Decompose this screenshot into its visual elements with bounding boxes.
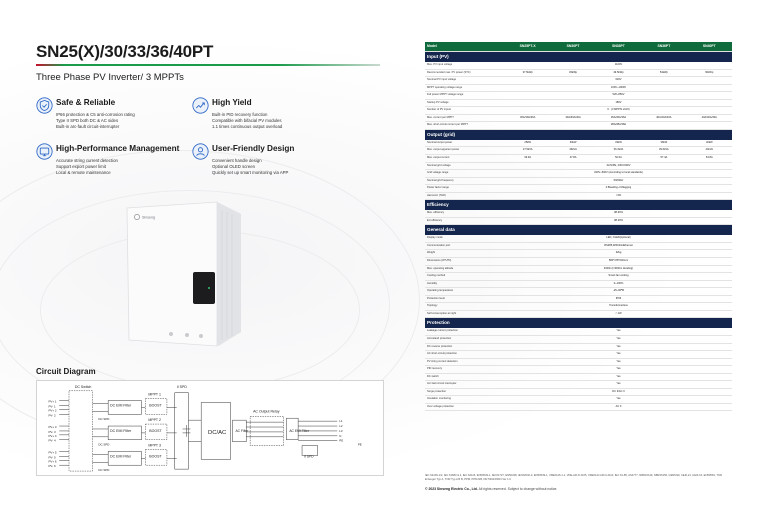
spec-row-value: 52.6A: [596, 155, 641, 163]
spec-row: [425, 122, 732, 130]
spec-row-value: 25kW: [505, 140, 550, 147]
spec-row-value: -25~60℃: [505, 288, 732, 296]
spec-row-value: 36.3kVA: [596, 147, 641, 155]
spec-row: [425, 280, 732, 288]
spec-row-value: 45kWp: [550, 69, 595, 77]
spec-row: [425, 265, 732, 273]
device-brand: Sinseng: [142, 215, 155, 220]
dc-switch-box: [69, 391, 93, 471]
spec-row: [425, 388, 732, 396]
spec-row-value: 160V~1000V: [505, 84, 732, 92]
spec-row-value: 520~850V: [505, 92, 732, 100]
spec-row: [425, 192, 732, 200]
spec-row-value: 30A/30A/30A: [550, 114, 595, 122]
spec-section-header: [425, 225, 732, 236]
spec-section-header: [425, 318, 732, 329]
spec-row: [425, 69, 732, 77]
spec-row-value: Yes: [505, 381, 732, 389]
spec-row: [425, 210, 732, 217]
spec-row-value: 27.5kVA: [505, 147, 550, 155]
spec-row-label: PID recovery: [425, 366, 505, 374]
feature-line: Support export power limit: [56, 164, 106, 169]
boost-label: BOOST: [149, 454, 162, 459]
spec-row-value: 3L/N/PE, 230V/400V: [505, 162, 732, 170]
spec-row: [425, 381, 732, 389]
spec-section-title: Input (PV): [425, 52, 732, 63]
spec-row-value: 37.5kWp: [505, 69, 550, 77]
model-label: Model: [425, 42, 505, 52]
spec-row-value: 0~100%: [505, 280, 732, 288]
spec-row: [425, 114, 732, 122]
spec-row-label: PV string current detection: [425, 358, 505, 366]
dc-spd-label: DC SPD: [98, 442, 110, 447]
spec-row-value: 40A/40A/40A: [687, 114, 732, 122]
spec-row-value: Yes: [505, 358, 732, 366]
spec-row-label: Grid voltage range: [425, 170, 505, 178]
feature-line: Optional OLED screen: [212, 164, 255, 169]
spec-row-label: Weight: [425, 250, 505, 258]
model-column-header: SN25PT-X: [505, 42, 550, 52]
spec-row-value: DC II/AC II: [505, 388, 732, 396]
spec-row-value: Yes: [505, 343, 732, 351]
spec-row-label: Cooling method: [425, 273, 505, 281]
spec-row-value: 49.5kWp: [596, 69, 641, 77]
spec-row-label: Leakage current protection: [425, 328, 505, 335]
feature-safe-reliable: [36, 97, 206, 137]
feature-user-friendly: [192, 143, 362, 183]
connector: [199, 334, 203, 338]
spec-row: [425, 396, 732, 404]
spec-row-value: Yes: [505, 351, 732, 359]
spec-row-value: Transformerless: [505, 303, 732, 311]
dc-emi-label: DC EMI Filter: [110, 454, 132, 459]
feature-line: Local & remote maintenance: [56, 170, 111, 175]
spec-row-value: 36kW: [641, 140, 686, 147]
spec-row-value: 30A/30A/30A: [505, 114, 550, 122]
spec-row: [425, 343, 732, 351]
spec-row-value: 40A/40A/40A: [641, 114, 686, 122]
spec-row: [425, 77, 732, 85]
ac-line-label: N: [339, 433, 342, 438]
high-yield-icon: [192, 97, 209, 114]
dc-emi-label: DC EMI Filter: [110, 428, 132, 433]
ac-line-label: L2: [339, 424, 343, 429]
spec-row-value: 38A/38A/38A: [505, 122, 732, 130]
spec-row: [425, 162, 732, 170]
pin-label: PV- 6: [48, 464, 56, 469]
pe-label: PE: [357, 442, 362, 447]
spec-row: [425, 288, 732, 296]
spec-row: [425, 295, 732, 303]
pin-label: PV+ 5: [48, 450, 57, 455]
certification-note: IEC 62109-1/2, IEC 61683 & 4, IEC 62116, EN50549-1, IEC61727, EN50438, IEC62040-3, EN50549-1, VDE0126-1-1, VDE-AR-N 4105, VDE0124 AR-N-4110, IEC 61-85, AS4777, NBR16149, NBR16150, G98/G99, CEI0-21, CEI0-16, EN50549, TOR Erzeuger Typ A, TOR Typ A B B, PPM, PPM-NB, DR 5302/03/04 Ver 1.0: [425, 474, 722, 481]
spec-row-value: Smart fan cooling: [505, 273, 732, 281]
spec-row: [425, 107, 732, 115]
spec-row-value: Yes: [505, 366, 732, 374]
ac-emi-label: AC EMI Filter: [289, 428, 310, 433]
spec-row: [425, 258, 732, 266]
model-column-header: SN33PT: [596, 42, 641, 52]
boost-label: BOOST: [149, 403, 162, 408]
feature-title: High-Performance Management: [56, 144, 180, 153]
spec-row-label: Arc fault circuit interrupter: [425, 381, 505, 389]
spec-row: [425, 242, 732, 250]
spec-row-label: DC reverse protection: [425, 343, 505, 351]
model-column-header: SN30PT: [550, 42, 595, 52]
pin-label: PV+ 3: [48, 425, 57, 429]
feature-management: [36, 143, 206, 183]
user-friendly-icon: [192, 143, 209, 160]
spec-row: [425, 373, 732, 381]
spec-row-label: Insulation monitoring: [425, 396, 505, 404]
spec-row-value: Yes: [505, 396, 732, 404]
spec-row: [425, 273, 732, 281]
copyright: [425, 487, 557, 491]
spec-row-label: Nominal grid voltage: [425, 162, 505, 170]
spec-row: [425, 92, 732, 100]
spec-row-label: Nominal output power: [425, 140, 505, 147]
inverter-product-image: [121, 200, 246, 350]
pin-label: PV+ 4: [48, 433, 57, 438]
spec-row: [425, 250, 732, 258]
spec-row-value: 63.8A: [687, 155, 732, 163]
mppt3-label: MPPT 3: [148, 443, 161, 448]
feature-line: Type II SPD both DC & AC sides: [56, 118, 119, 123]
connector: [169, 332, 173, 336]
feature-line: 1.1 times continuous output overload: [212, 124, 283, 129]
ii-spd-label: II SPD: [304, 454, 314, 459]
spec-row: [425, 62, 732, 69]
spec-row-label: AC short-circuit protection: [425, 351, 505, 359]
spec-row: [425, 84, 732, 92]
spec-row-value: 30kW: [550, 140, 595, 147]
spec-row-value: LED, OLED(optional): [505, 235, 732, 242]
product-title: SN25(X)/30/33/36/40PT: [36, 42, 214, 61]
spec-row-value: 0.8leading~0.8lagging: [505, 185, 732, 193]
spec-row: [425, 140, 732, 147]
spec-row-value: 1100V: [505, 62, 732, 69]
feature-line: Compatible with bifacial PV modules: [212, 118, 282, 123]
spec-row-value: 47.8A: [550, 155, 595, 163]
dc-switch-label: DC Switch: [74, 384, 92, 389]
pin-label: PV- 5: [48, 455, 56, 460]
spec-row: [425, 170, 732, 178]
pin-label: PV- 3: [48, 429, 56, 434]
spec-row: [425, 328, 732, 335]
spec-row-value: 320V~500V (According to local standards): [505, 170, 732, 178]
feature-title: Safe & Reliable: [56, 98, 116, 107]
pin-label: PV- 1: [48, 404, 56, 409]
feature-line: Built-in PID recovery function: [212, 112, 268, 117]
spec-row-label: DC switch: [425, 373, 505, 381]
spec-row-label: Power factor range: [425, 185, 505, 193]
pin-label: PV- 2: [48, 413, 56, 418]
product-subtitle: Three Phase PV Inverter/ 3 MPPTs: [36, 72, 184, 83]
spec-row: [425, 351, 732, 359]
spec-row: [425, 235, 732, 242]
spec-row-value: < 1W: [505, 310, 732, 318]
spec-row: [425, 310, 732, 318]
model-column-header: SN40PT: [687, 42, 732, 52]
spec-row-value: IP66: [505, 295, 732, 303]
spec-row: [425, 99, 732, 107]
spec-row-label: Max. short-circuit current per MPPT: [425, 122, 505, 130]
management-icon: [36, 143, 53, 160]
spec-row-value: 44kVA: [687, 147, 732, 155]
spec-section-header: [425, 52, 732, 63]
spec-row-label: Operating temperature: [425, 288, 505, 296]
ac-filter-label: AC Filter: [235, 428, 249, 433]
spec-row-value: 33kW: [596, 140, 641, 147]
dcac-label: DC/AC: [208, 429, 227, 436]
spec-row-label: Dimensions (W*H*D): [425, 258, 505, 266]
spec-table: [425, 42, 732, 411]
spec-row-value: Yes: [505, 335, 732, 343]
ii-spd-label: II SPD: [176, 384, 187, 389]
spec-row-value: 36A/36A/36A: [596, 114, 641, 122]
spec-row-label: Display mode: [425, 235, 505, 242]
feature-line: Convenient handle design: [212, 158, 262, 163]
copyright-company: © 2023 Sinseng Electric Co., Ltd.: [425, 487, 478, 491]
spec-row-label: Max. PV input voltage: [425, 62, 505, 69]
spec-row-label: Max. operating altitude: [425, 265, 505, 273]
spec-row-label: Humidity: [425, 280, 505, 288]
spec-row-label: Topology: [425, 303, 505, 311]
spec-row-label: Protection level: [425, 295, 505, 303]
spec-row-label: Over voltage protection: [425, 403, 505, 411]
spec-row-label: Max. output apparent power: [425, 147, 505, 155]
spec-section-header: [425, 129, 732, 140]
mppt1-label: MPPT 1: [148, 392, 161, 397]
ac-line-label: L1: [339, 419, 343, 424]
spec-row-value: Yes: [505, 373, 732, 381]
spec-row-label: Surge protection: [425, 388, 505, 396]
dc-emi-label: DC EMI Filter: [110, 403, 132, 408]
spec-row-label: Communication port: [425, 242, 505, 250]
spec-row-label: EU efficiency: [425, 217, 505, 225]
spec-row-value: 32kg: [505, 250, 732, 258]
spec-row-label: MPPT operating voltage range: [425, 84, 505, 92]
ac-line-label: PE: [339, 438, 344, 443]
feature-line: Quickly set up smart monitoring via APP: [212, 170, 289, 175]
spec-row-value: 6 · (3 MPPTs 2/2/2): [505, 107, 732, 115]
spec-row-value: 580*478*240mm: [505, 258, 732, 266]
circuit-diagram-title: Circuit Diagram: [36, 367, 96, 376]
spec-row-label: Full power MPPT voltage range: [425, 92, 505, 100]
spec-row-value: 39.9A: [505, 155, 550, 163]
model-column-header: SN36PT: [641, 42, 686, 52]
spec-row-value: 180V: [505, 99, 732, 107]
spec-row-label: Anti-island protection: [425, 335, 505, 343]
spec-row-label: Self consumption at night: [425, 310, 505, 318]
spec-row-label: Nominal PV input voltage: [425, 77, 505, 85]
spec-section-title: Protection: [425, 318, 732, 329]
spec-header-row: [425, 42, 732, 52]
spec-row-label: Max. output current: [425, 155, 505, 163]
spec-row: [425, 366, 732, 374]
spec-row-label: Harmonic (THD): [425, 192, 505, 200]
ac-line-label: L3: [339, 428, 343, 433]
pin-label: PV+ 6: [48, 459, 57, 464]
spec-row-label: Recommended max. PV power (STC): [425, 69, 505, 77]
spec-row-label: Max. efficiency: [425, 210, 505, 217]
boost-label: BOOST: [149, 428, 162, 433]
spec-row-label: Startup PV voltage: [425, 99, 505, 107]
mppt2-label: MPPT 2: [148, 418, 161, 423]
copyright-text: All rights reserved. Subject to change without notice.: [477, 487, 558, 491]
ac-relay-box: [250, 416, 283, 445]
feature-title: User-Friendly Design: [212, 144, 295, 153]
spec-row-label: Max. current per MPPT: [425, 114, 505, 122]
connector: [185, 333, 189, 337]
spec-section-title: Output (grid): [425, 129, 732, 140]
dc-spd-label: DC SPD: [98, 417, 110, 422]
spec-row: [425, 335, 732, 343]
pin-label: PV+ 1: [48, 399, 57, 404]
circuit-diagram: [36, 380, 384, 476]
feature-high-yield: [192, 97, 362, 137]
feature-line: Accurate string current detection: [56, 158, 118, 163]
spec-row-value: 39.6kVA: [641, 147, 686, 155]
dc-spd-label: DC SPD: [98, 468, 110, 473]
spec-row: [425, 358, 732, 366]
display-panel: [193, 272, 215, 304]
title-underline: [36, 64, 380, 66]
spec-row: [425, 185, 732, 193]
spec-row-value: 54kWp: [641, 69, 686, 77]
spec-row: [425, 177, 732, 185]
spec-row: [425, 217, 732, 225]
spec-row-value: 33kVA: [550, 147, 595, 155]
spec-row-value: 50/60Hz: [505, 177, 732, 185]
spec-row-value: RS485,WiFi/4G/Ethernet: [505, 242, 732, 250]
spec-row-value: 57.4A: [641, 155, 686, 163]
feature-line: IP66 protection & C5 anti-corrosion rating: [56, 112, 135, 117]
feature-title: High Yield: [212, 98, 252, 107]
spec-row-label: Nominal grid frequency: [425, 177, 505, 185]
spec-row-value: <3%: [505, 192, 732, 200]
pin-label: PV+ 2: [48, 408, 57, 413]
spec-row-value: 40kW: [687, 140, 732, 147]
spec-row: [425, 303, 732, 311]
spec-section-title: General data: [425, 225, 732, 236]
spec-row: [425, 403, 732, 411]
spec-row-value: 98.30%: [505, 217, 732, 225]
feature-line: Built-in arc-fault circuit-interrupter: [56, 124, 120, 129]
spec-row-value: 98.60%: [505, 210, 732, 217]
pin-label: PV- 4: [48, 438, 56, 443]
spec-row-value: 4000m(>3000m derating): [505, 265, 732, 273]
spec-row: [425, 155, 732, 163]
spec-row-value: 60kWp: [687, 69, 732, 77]
spec-row-value: 620V: [505, 77, 732, 85]
spec-section-header: [425, 200, 732, 211]
status-led: [208, 287, 210, 289]
spec-panel: [425, 42, 732, 411]
spec-row-label: Number of PV inputs: [425, 107, 505, 115]
spec-row-value: AC II: [505, 403, 732, 411]
spec-section-title: Efficiency: [425, 200, 732, 211]
spec-row-value: Yes: [505, 328, 732, 335]
spec-row: [425, 147, 732, 155]
ac-output-relay-label: AC Output Relay: [253, 409, 280, 414]
shield-check-icon: [36, 97, 53, 114]
